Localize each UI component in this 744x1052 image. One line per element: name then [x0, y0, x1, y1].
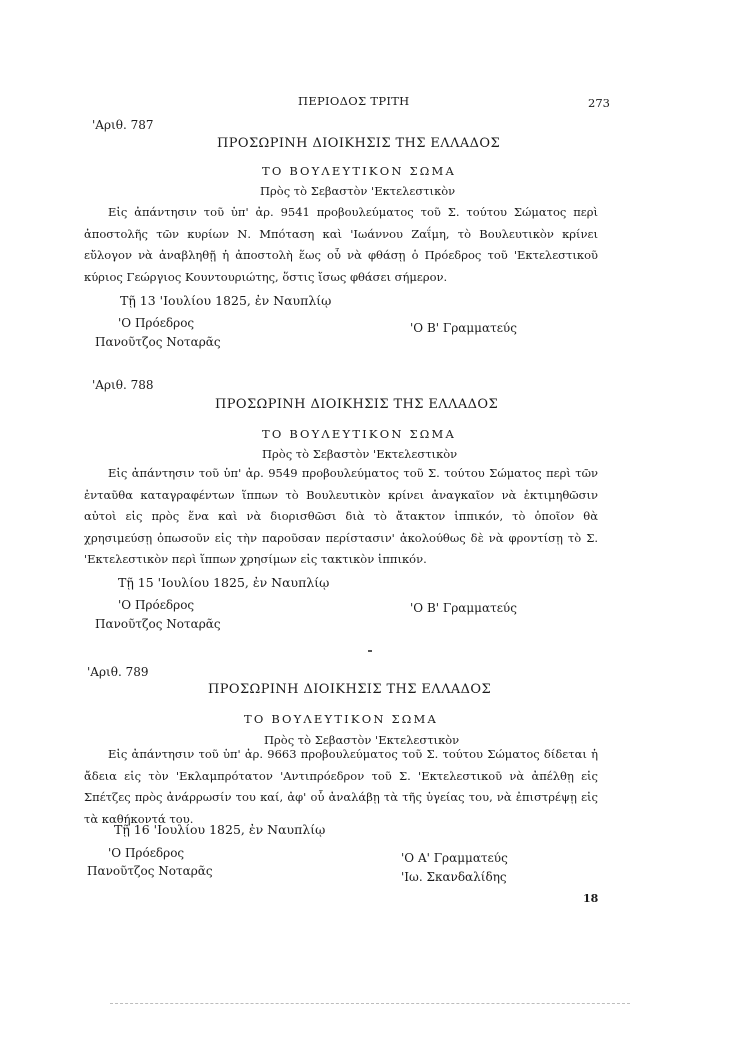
document-number: 'Αριθ. 788 [92, 378, 154, 392]
president-title: 'Ο Πρόεδρος [118, 598, 195, 612]
secretary-name: 'Ιω. Σκανδαλίδης [401, 870, 507, 884]
document-number: 'Αριθ. 789 [87, 665, 149, 679]
addressee: Πρὸς τὸ Σεβαστὸν 'Εκτελεστικὸν [262, 447, 458, 461]
addressee: Πρὸς τὸ Σεβαστὸν 'Εκτελεστικὸν [260, 184, 456, 198]
document-heading: ΠΡΟΣΩΡΙΝΗ ΔΙΟΙΚΗΣΙΣ ΤΗΣ ΕΛΛΑΔΟΣ [215, 397, 499, 412]
document-subheading: ΤΟ ΒΟΥΛΕΥΤΙΚΟΝ ΣΩΜΑ [262, 427, 457, 441]
president-name: Πανοῦτζος Νοταρᾶς [95, 335, 221, 349]
secretary-title: 'Ο Β' Γραμματεύς [410, 601, 517, 615]
document-subheading: ΤΟ ΒΟΥΛΕΥΤΙΚΟΝ ΣΩΜΑ [244, 712, 439, 726]
document-heading: ΠΡΟΣΩΡΙΝΗ ΔΙΟΙΚΗΣΙΣ ΤΗΣ ΕΛΛΑΔΟΣ [217, 136, 501, 151]
sheet-number: 18 [583, 892, 599, 905]
president-name: Πανοῦτζος Νοταρᾶς [95, 617, 221, 631]
stray-mark [368, 650, 372, 652]
document-subheading: ΤΟ ΒΟΥΛΕΥΤΙΚΟΝ ΣΩΜΑ [262, 164, 457, 178]
president-name: Πανοῦτζος Νοταρᾶς [87, 864, 213, 878]
document-date: Τῇ 15 'Ιουλίου 1825, ἐν Ναυπλίῳ [118, 575, 330, 590]
secretary-title: 'Ο Α' Γραμματεύς [401, 851, 508, 865]
running-head: ΠΕΡΙΟΔΟΣ ΤΡΙΤΗ [298, 94, 410, 108]
document-heading: ΠΡΟΣΩΡΙΝΗ ΔΙΟΙΚΗΣΙΣ ΤΗΣ ΕΛΛΑΔΟΣ [208, 682, 492, 697]
scan-artifact-divider [110, 1003, 630, 1005]
president-title: 'Ο Πρόεδρος [118, 316, 195, 330]
document-number: 'Αριθ. 787 [92, 118, 154, 132]
document-body: Εἰς ἀπάντησιν τοῦ ὑπ' ἀρ. 9549 προβουλεύματος τοῦ Σ. τούτου Σώματος περὶ τῶν ἐνταῦθα καταγραφέντων ἵππων τὸ Βουλευτικὸν κρίνει ἀναγκαῖον νὰ ἐκτιμηθῶσιν αὐτοὶ εἰς πρὸς ἕνα καὶ νὰ διορισθῶσι διὰ τὸ ἄτακτον ἱππικόν, τὸ ὁποῖον θὰ χρησιμεύσῃ ὁπωσοῦν εἰς τὴν παροῦσαν περίστασιν' ἀκολούθως δὲ νὰ φροντίσῃ τὸ Σ. 'Εκτελεστικὸν περὶ ἵππων χρησίμων εἰς τακτικὸν ἱππικόν. [84, 466, 598, 566]
president-title: 'Ο Πρόεδρος [108, 846, 185, 860]
document-date: Τῇ 13 'Ιουλίου 1825, ἐν Ναυπλίῳ [120, 293, 332, 308]
document-date: Τῇ 16 'Ιουλίου 1825, ἐν Ναυπλίῳ [114, 822, 326, 837]
addressee: Πρὸς τὸ Σεβαστὸν 'Εκτελεστικὸν [264, 733, 460, 747]
document-body: Εἰς ἀπάντησιν τοῦ ὑπ' ἀρ. 9541 προβουλεύματος τοῦ Σ. τούτου Σώματος περὶ ἀποστολῆς τῶν κυρίων Ν. Μπόταση καὶ 'Ιωάννου Ζαΐμη, τὸ Βουλευτικὸν κρίνει εὔλογον νὰ ἀναβληθῇ ἡ ἀποστολὴ ἕως οὗ νὰ φθάσῃ ὁ Πρόεδρος τοῦ 'Εκτελεστικοῦ κύριος Γεώργιος Κουντουριώτης, ὅστις ἴσως φθάσει σήμερον. [84, 205, 598, 284]
page-number: 273 [588, 96, 610, 110]
document-body: Εἰς ἀπάντησιν τοῦ ὑπ' ἀρ. 9663 προβουλεύματος τοῦ Σ. τούτου Σώματος δίδεται ἡ ἄδεια εἰς τὸν 'Εκλαμπρότατον 'Αντιπρόεδρον τοῦ Σ. 'Εκτελεστικοῦ νὰ ἀπέλθῃ εἰς Σπέτζες πρὸς ἀνάρρωσίν του καί, ἀφ' οὗ ἀναλάβῃ τὰ τῆς ὑγείας του, νὰ ἐπιστρέψῃ εἰς τὰ καθήκοντά του. [84, 747, 598, 826]
secretary-title: 'Ο Β' Γραμματεύς [410, 321, 517, 335]
